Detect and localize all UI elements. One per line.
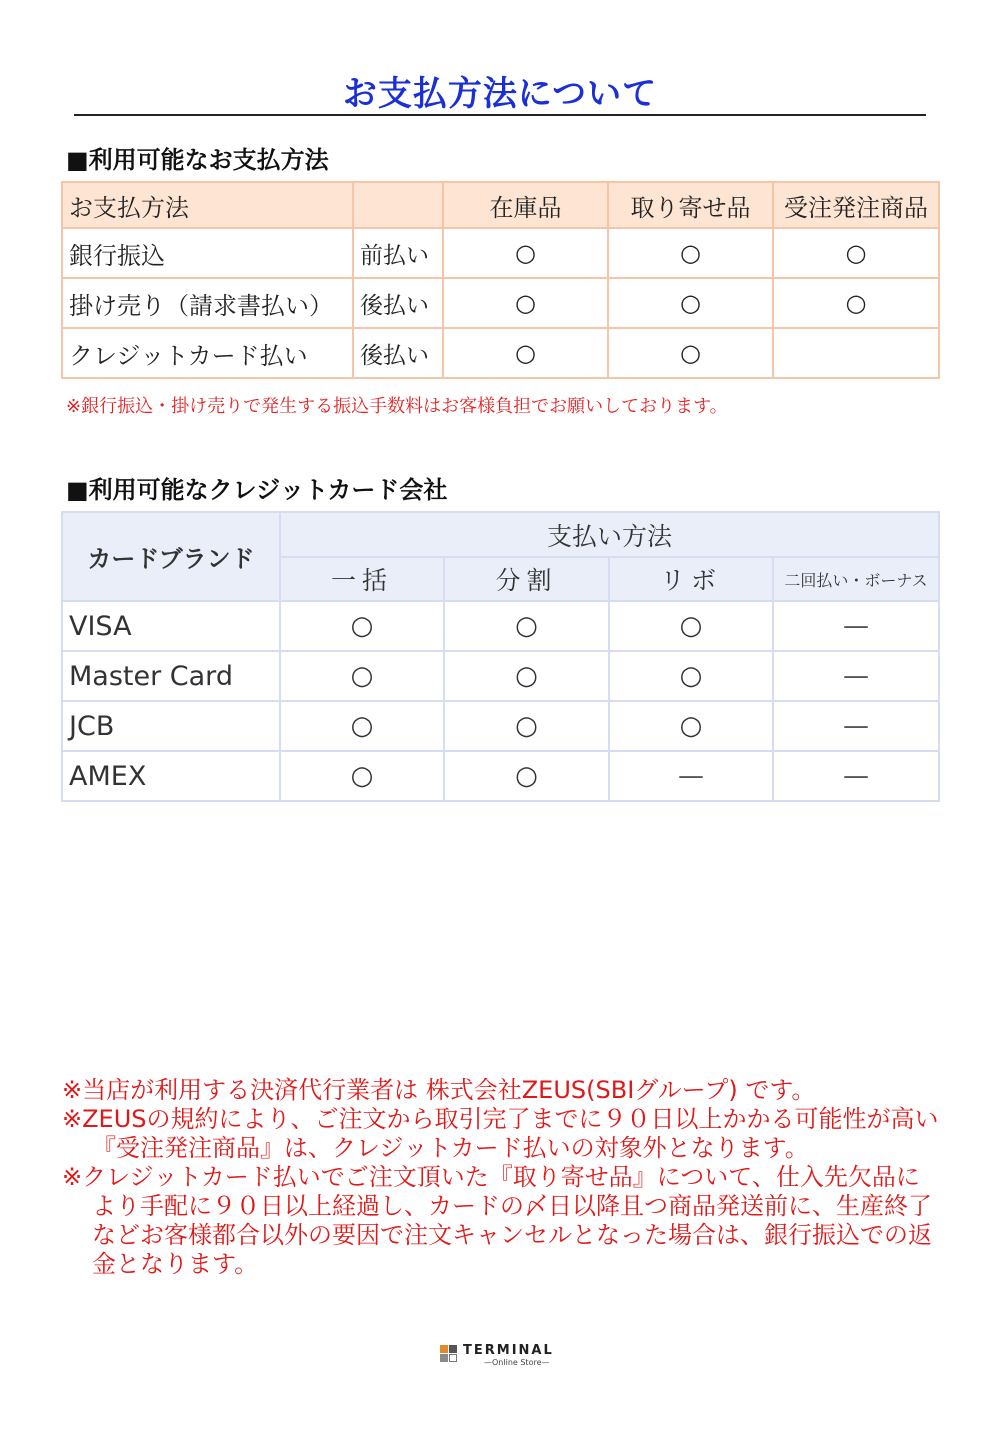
table-row: [62, 278, 939, 328]
table-row: [62, 651, 939, 701]
card-brand-cell: VISA: [62, 601, 280, 651]
credit-card-table: [61, 511, 940, 802]
page-title: お支払方法について: [342, 74, 658, 114]
payment-methods-table: [61, 181, 940, 379]
option-cell: ○: [444, 651, 609, 701]
table-row: [62, 751, 939, 801]
availability-cell: [773, 328, 939, 378]
option-cell: ○: [444, 751, 609, 801]
transfer-fee-note: ※銀行振込・掛け売りで発生する振込手数料はお客様負担でお願いしております。: [66, 396, 728, 417]
option-cell: ○: [280, 601, 444, 651]
logo-name: TERMINAL: [463, 1343, 554, 1358]
option-cell: —: [773, 701, 939, 751]
payment-timing-cell: 後払い: [353, 328, 443, 378]
title-divider: [74, 114, 926, 116]
availability-cell: ○: [608, 228, 773, 278]
table-row: [62, 228, 939, 278]
option-cell: —: [609, 751, 773, 801]
payment-timing-cell: 後払い: [353, 278, 443, 328]
card-brand-cell: Master Card: [62, 651, 280, 701]
payment-method-cell: 掛け売り（請求書払い）: [62, 278, 353, 328]
header-card-brand: カードブランド: [62, 512, 280, 601]
option-cell: ○: [280, 701, 444, 751]
terminal-logo: [440, 1343, 570, 1367]
card-companies-heading: ■利用可能なクレジットカード会社: [66, 476, 448, 504]
card-table-header-row: [62, 512, 939, 557]
availability-cell: ○: [608, 278, 773, 328]
header-payment-options: 支払い方法: [280, 512, 939, 557]
header-back-order: 取り寄せ品: [608, 182, 773, 228]
header-custom-order: 受注発注商品: [773, 182, 939, 228]
availability-cell: ○: [443, 328, 608, 378]
availability-cell: ○: [608, 328, 773, 378]
option-cell: ○: [609, 701, 773, 751]
header-timing: [353, 182, 443, 228]
table-row: [62, 328, 939, 378]
option-cell: —: [773, 751, 939, 801]
header-in-stock: 在庫品: [443, 182, 608, 228]
payment-notes: [62, 1076, 942, 1279]
note-item: ※当店が利用する決済代行業者は 株式会社ZEUS(SBIグループ) です。: [62, 1076, 816, 1104]
note-item: ※クレジットカード払いでご注文頂いた『取り寄せ品』について、仕入先欠品により手配に９０日以上経過し、カードの〆日以降且つ商品発送前に、生産終了などお客様都合以外の要因で注文キャンセルとなった場合は、銀行振込での返金となります。: [62, 1163, 932, 1278]
availability-cell: ○: [773, 228, 939, 278]
payment-methods-heading: ■利用可能なお支払方法: [66, 146, 329, 174]
header-revolving: リボ: [609, 557, 773, 601]
logo-icon: [440, 1345, 460, 1363]
header-payment-method: お支払方法: [62, 182, 353, 228]
option-cell: ○: [609, 651, 773, 701]
option-cell: ○: [280, 651, 444, 701]
logo-subtitle: —Online Store—: [484, 1358, 550, 1367]
payment-timing-cell: 前払い: [353, 228, 443, 278]
availability-cell: ○: [773, 278, 939, 328]
header-bonus: 二回払い・ボーナス: [773, 557, 939, 601]
header-installment: 分割: [444, 557, 609, 601]
option-cell: ○: [444, 701, 609, 751]
note-item: ※ZEUSの規約により、ご注文から取引完了までに９０日以上かかる可能性が高い『受注発注商品』は、クレジットカード払いの対象外となります。: [62, 1105, 939, 1162]
table-row: [62, 601, 939, 651]
card-brand-cell: JCB: [62, 701, 280, 751]
availability-cell: ○: [443, 278, 608, 328]
payment-table-header-row: [62, 182, 939, 228]
option-cell: —: [773, 651, 939, 701]
availability-cell: ○: [443, 228, 608, 278]
option-cell: ○: [444, 601, 609, 651]
payment-method-cell: クレジットカード払い: [62, 328, 353, 378]
payment-method-cell: 銀行振込: [62, 228, 353, 278]
option-cell: —: [773, 601, 939, 651]
header-lump-sum: 一括: [280, 557, 444, 601]
option-cell: ○: [609, 601, 773, 651]
option-cell: ○: [280, 751, 444, 801]
card-brand-cell: AMEX: [62, 751, 280, 801]
table-row: [62, 701, 939, 751]
